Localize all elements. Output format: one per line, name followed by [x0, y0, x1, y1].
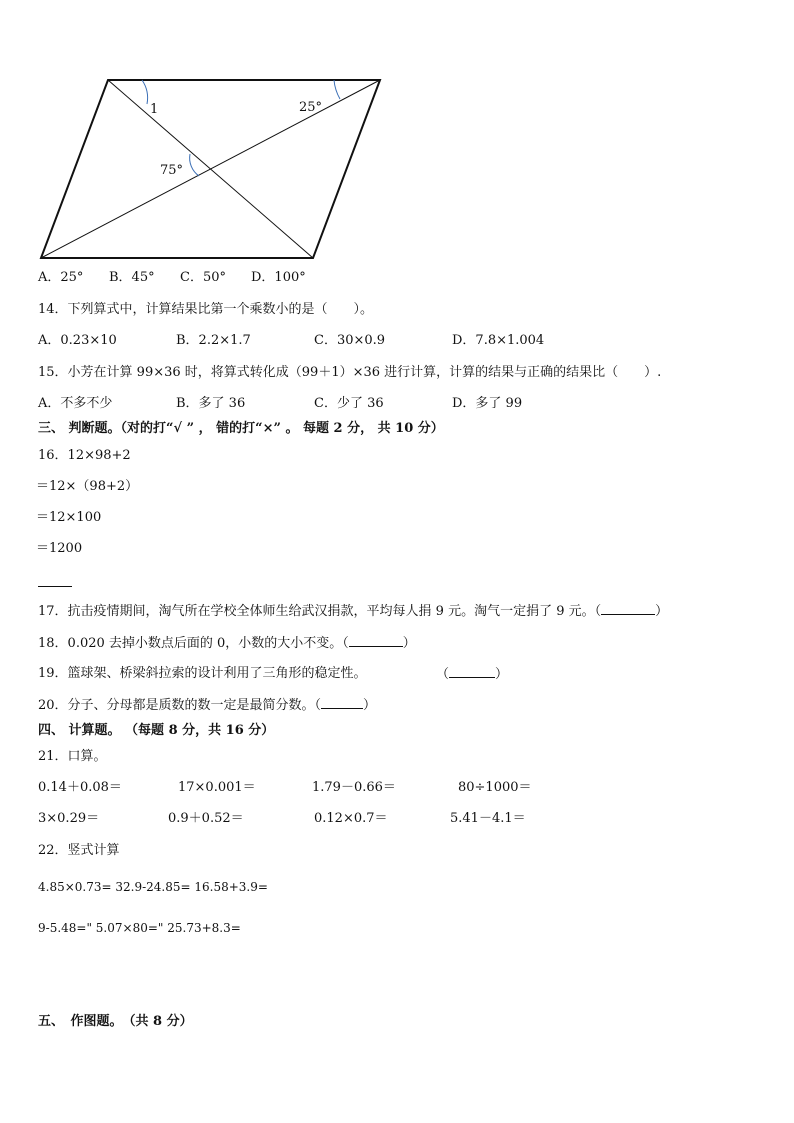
- q19-open: （: [436, 667, 450, 682]
- q21-item-2: 17×0.001＝: [178, 780, 256, 795]
- q15-option-c[interactable]: C．少了 36: [314, 396, 384, 411]
- q15-stem: 15．小芳在计算 99×36 时，将算式转化成（99＋1）×36 进行计算，计算的结果与正确的结果比（ ）.: [38, 365, 662, 380]
- q21-item-6: 0.9＋0.52＝: [168, 811, 244, 826]
- angle-label-1: 1: [150, 102, 159, 117]
- q22-title: 22．竖式计算: [38, 843, 120, 858]
- q13-option-a[interactable]: A．25°: [38, 270, 84, 285]
- q22-line2: 9-5.48=" 5.07×80=" 25.73+8.3=: [38, 921, 241, 935]
- section4-title: 四、 计算题。 （每题 8 分，共 16 分）: [38, 723, 275, 738]
- q21-title: 21．口算。: [38, 749, 107, 764]
- q14-stem: 14．下列算式中，计算结果比第一个乘数小的是（ ）。: [38, 302, 374, 317]
- q16-line4: ＝1200: [36, 541, 83, 556]
- q18-row: [38, 635, 416, 652]
- q17-text: 17．抗击疫情期间，淘气所在学校全体师生给武汉捐款，平均每人捐 9 元。淘气一定捐了 9 元。（: [38, 604, 602, 619]
- angle-label-75: 75°: [160, 163, 184, 178]
- q21-item-4: 80÷1000＝: [458, 780, 532, 795]
- q18-answer-blank[interactable]: [349, 635, 403, 647]
- q16-line2: ＝12×（98+2）: [36, 479, 139, 494]
- q19-answer: [436, 666, 508, 683]
- q15-option-b[interactable]: B．多了 36: [176, 396, 246, 411]
- q20-close: ）: [363, 698, 377, 713]
- q15-option-a[interactable]: A．不多不少: [38, 396, 113, 411]
- q21-item-5: 3×0.29＝: [38, 811, 100, 826]
- q21-item-3: 1.79－0.66＝: [312, 780, 396, 795]
- q13-option-b[interactable]: B．45°: [109, 270, 155, 285]
- q18-text: 18．0.020 去掉小数点后面的 0，小数的大小不变。（: [38, 636, 349, 651]
- q18-close: ）: [402, 636, 416, 651]
- q22-line1: 4.85×0.73= 32.9-24.85= 16.58+3.9=: [38, 880, 268, 894]
- q14-option-a[interactable]: A．0.23×10: [38, 333, 117, 348]
- section3-title: 三、 判断题。（对的打“√ ” ， 错的打“×” 。 每题 2 分， 共 10 分）: [38, 421, 444, 436]
- q21-item-8: 5.41－4.1＝: [450, 811, 526, 826]
- q14-option-c[interactable]: C．30×0.9: [314, 333, 386, 348]
- q20-row: [38, 697, 376, 714]
- angle-label-25: 25°: [299, 100, 323, 115]
- parallelogram-figure: [0, 0, 794, 270]
- q15-option-d[interactable]: D．多了 99: [452, 396, 523, 411]
- q16-answer-blank[interactable]: [38, 586, 72, 587]
- q14-option-b[interactable]: B．2.2×1.7: [176, 333, 251, 348]
- q21-item-7: 0.12×0.7＝: [314, 811, 388, 826]
- q13-option-c[interactable]: C．50°: [180, 270, 226, 285]
- q20-text: 20．分子、分母都是质数的数一定是最简分数。（: [38, 698, 322, 713]
- q17-row: [38, 603, 668, 620]
- q17-answer-blank[interactable]: [601, 603, 655, 615]
- angle-arc-1: [142, 80, 148, 104]
- q16-line1: 16．12×98+2: [38, 448, 131, 463]
- q19-close: ）: [495, 667, 509, 682]
- q14-option-d[interactable]: D．7.8×1.004: [452, 333, 545, 348]
- q16-line3: ＝12×100: [36, 510, 102, 525]
- q13-option-d[interactable]: D．100°: [251, 270, 306, 285]
- q20-answer-blank[interactable]: [321, 697, 363, 709]
- q19-text: 19．篮球架、桥梁斜拉索的设计利用了三角形的稳定性。: [38, 666, 367, 681]
- section5-title: 五、 作图题。 （共 8 分）: [38, 1014, 193, 1029]
- q19-answer-blank[interactable]: [449, 666, 495, 678]
- diagonal-2: [41, 80, 380, 258]
- angle-arc-25: [334, 80, 340, 99]
- q17-close: ）: [655, 604, 669, 619]
- q21-item-1: 0.14＋0.08＝: [38, 780, 122, 795]
